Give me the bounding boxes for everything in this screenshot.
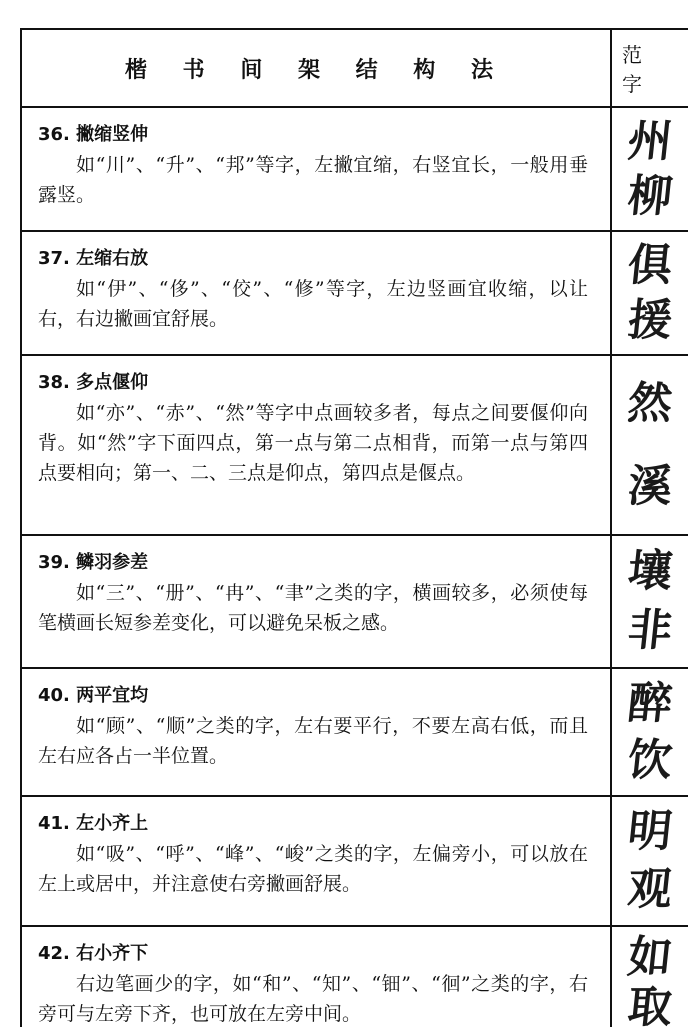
- example-char: 明: [625, 806, 675, 857]
- rule-title: 38. 多点偃仰: [38, 372, 149, 393]
- rule-body: 如“川”、“升”、“邦”等字，左撇宜缩，右竖宜长，一般用垂露竖。: [38, 154, 588, 206]
- rule-row-38: [22, 356, 688, 536]
- rule-body: 如“顾”、“顺”之类的字，左右要平行，不要左高右低，而且左右应各占一半位置。: [38, 715, 588, 767]
- rule-body: 如“伊”、“侈”、“佼”、“修”等字，左边竖画宜收缩，以让右，右边撇画宜舒展。: [38, 278, 588, 330]
- rule-title: 36. 撇缩竖伸: [38, 124, 149, 145]
- rule-text: [22, 232, 610, 354]
- rule-row-36: [22, 108, 688, 232]
- example-chars: [610, 669, 688, 795]
- example-char: 州: [625, 115, 675, 167]
- example-char: 然: [625, 377, 675, 429]
- rule-text: [22, 669, 610, 795]
- example-chars-header: 范字: [610, 30, 688, 106]
- rule-row-41: [22, 797, 688, 927]
- rule-body: 右边笔画少的字，如“和”、“知”、“钿”、“徊”之类的字，右旁可与左旁下齐，也可放在左旁中间。: [38, 973, 588, 1025]
- example-char: 取: [625, 982, 675, 1033]
- example-chars: [610, 232, 688, 354]
- example-chars: [610, 536, 688, 667]
- rule-title: 42. 右小齐下: [38, 943, 149, 964]
- table-header: [22, 30, 688, 108]
- example-char: 醉: [625, 677, 675, 729]
- rule-text: [22, 356, 610, 534]
- rule-body: 如“三”、“册”、“冉”、“聿”之类的字，横画较多，必须使每笔横画长短参差变化，可以避免呆板之感。: [38, 582, 588, 634]
- calligraphy-table: [20, 28, 688, 1033]
- example-char: 柳: [625, 170, 675, 222]
- example-char: 饮: [625, 734, 675, 786]
- rule-row-40: [22, 669, 688, 797]
- rule-text: [22, 536, 610, 667]
- example-char: 俱: [625, 239, 675, 291]
- rule-text: [22, 108, 610, 230]
- rule-body: 如“亦”、“赤”、“然”等字中点画较多者，每点之间要偃仰向背。如“然”字下面四点，第一点与第二点相背，而第一点与第四点要相向；第一、二、三点是仰点，第四点是偃点。: [38, 402, 588, 484]
- rule-title: 37. 左缩右放: [38, 248, 149, 269]
- example-char: 非: [625, 605, 675, 657]
- example-chars: [610, 927, 688, 1033]
- rule-title: 40. 两平宜均: [38, 685, 149, 706]
- example-chars: [610, 356, 688, 534]
- example-char: 壤: [625, 545, 675, 597]
- rule-row-39: [22, 536, 688, 669]
- rule-row-42: [22, 927, 688, 1033]
- example-char: 观: [625, 864, 675, 915]
- example-chars: [610, 797, 688, 925]
- rule-text: [22, 797, 610, 925]
- example-chars: [610, 108, 688, 230]
- example-char: 如: [625, 932, 675, 983]
- rule-title: 39. 鳞羽参差: [38, 552, 149, 573]
- example-char: 溪: [625, 460, 675, 512]
- example-char: 援: [625, 294, 675, 346]
- rule-body: 如“吸”、“呼”、“峰”、“峻”之类的字，左偏旁小，可以放在左上或居中，并注意使右旁撇画舒展。: [38, 843, 588, 895]
- table-title: 楷 书 间 架 结 构 法: [125, 57, 507, 83]
- rule-title: 41. 左小齐上: [38, 813, 149, 834]
- rule-row-37: [22, 232, 688, 356]
- rule-text: [22, 927, 610, 1027]
